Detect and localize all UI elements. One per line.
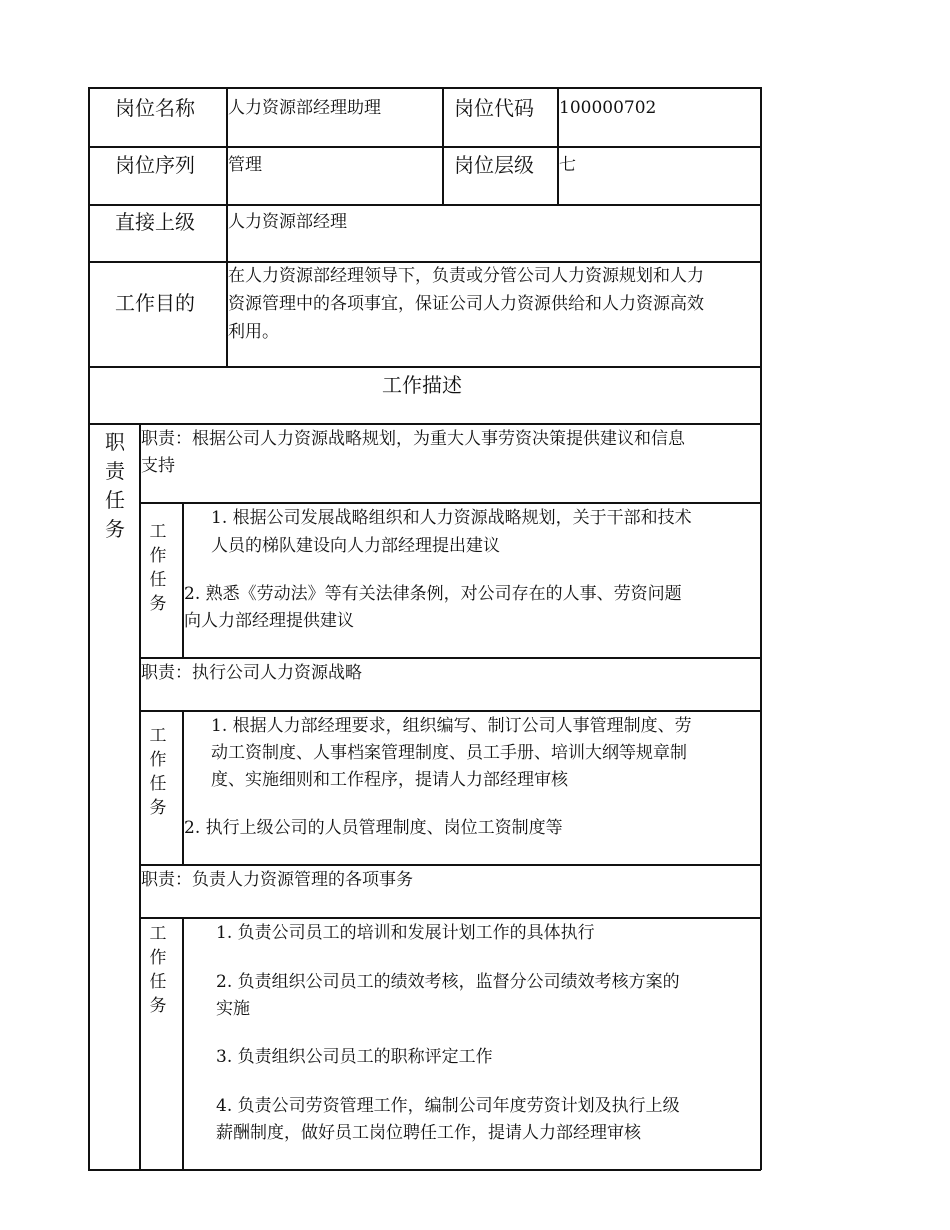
position-name-value: 人力资源部经理助理 [228,98,381,118]
task-item: 薪酬制度，做好员工岗位聘任工作，提请人力部经理审核 [216,1123,641,1143]
position-code-value: 100000702 [559,98,657,118]
duty-title: 职责：根据公司人力资源战略规划，为重大人事劳资决策提供建议和信息 [141,429,685,449]
column-divider [442,87,444,205]
task-item: 3. 负责组织公司员工的职称评定工作 [216,1047,493,1067]
duty-title: 职责：执行公司人力资源战略 [141,663,362,683]
task-item: 2. 熟悉《劳动法》等有关法律条例，对公司存在的人事、劳资问题 [184,584,682,604]
row-divider [88,146,761,148]
duty-title: 职责：负责人力资源管理的各项事务 [141,870,413,890]
purpose-line: 利用。 [228,322,279,342]
task-item: 2. 负责组织公司员工的绩效考核，监督分公司绩效考核方案的 [216,972,680,992]
task-item: 向人力部经理提供建议 [184,611,354,631]
task-item: 1. 根据公司发展战略组织和人力资源战略规划，关于干部和技术 [211,508,692,528]
table-border-right [760,87,762,1170]
task-label: 工作任务 [149,924,167,1016]
task-item: 度、实施细则和工作程序，提请人力部经理审核 [211,770,568,790]
position-name-label: 岗位名称 [115,96,195,120]
task-item: 动工资制度、人事档案管理制度、员工手册、培训大纲等规章制 [211,743,687,763]
purpose-label: 工作目的 [115,291,195,315]
task-item: 2. 执行上级公司的人员管理制度、岗位工资制度等 [184,818,563,838]
table-border-left [88,87,90,1170]
purpose-line: 在人力资源部经理领导下，负责或分管公司人力资源规划和人力 [228,266,704,286]
task-item: 1. 根据人力部经理要求，组织编写、制订公司人事管理制度、劳 [211,716,692,736]
task-item: 4. 负责公司劳资管理工作，编制公司年度劳资计划及执行上级 [216,1096,680,1116]
column-divider [139,423,141,1170]
position-code-label: 岗位代码 [454,96,534,120]
row-divider [88,366,761,368]
task-item: 1. 负责公司员工的培训和发展计划工作的具体执行 [216,923,595,943]
supervisor-label: 直接上级 [115,210,195,234]
task-item: 实施 [216,999,250,1019]
duty-section-label: 职责任务 [105,430,125,541]
position-series-label: 岗位序列 [115,153,195,177]
position-series-value: 管理 [228,155,262,175]
purpose-line: 资源管理中的各项事宜，保证公司人力资源供给和人力资源高效 [228,294,704,314]
task-label: 工作任务 [149,522,167,614]
table-border-top [88,87,761,89]
duty-title: 支持 [141,456,175,476]
position-level-label: 岗位层级 [454,153,534,177]
table-border-bottom [88,1169,761,1171]
section-title: 工作描述 [382,373,462,397]
task-item: 人员的梯队建设向人力部经理提出建议 [211,536,500,556]
position-level-value: 七 [559,155,576,175]
task-label: 工作任务 [149,726,167,818]
column-divider [182,917,184,1170]
supervisor-value: 人力资源部经理 [228,212,347,232]
row-divider [88,204,761,206]
